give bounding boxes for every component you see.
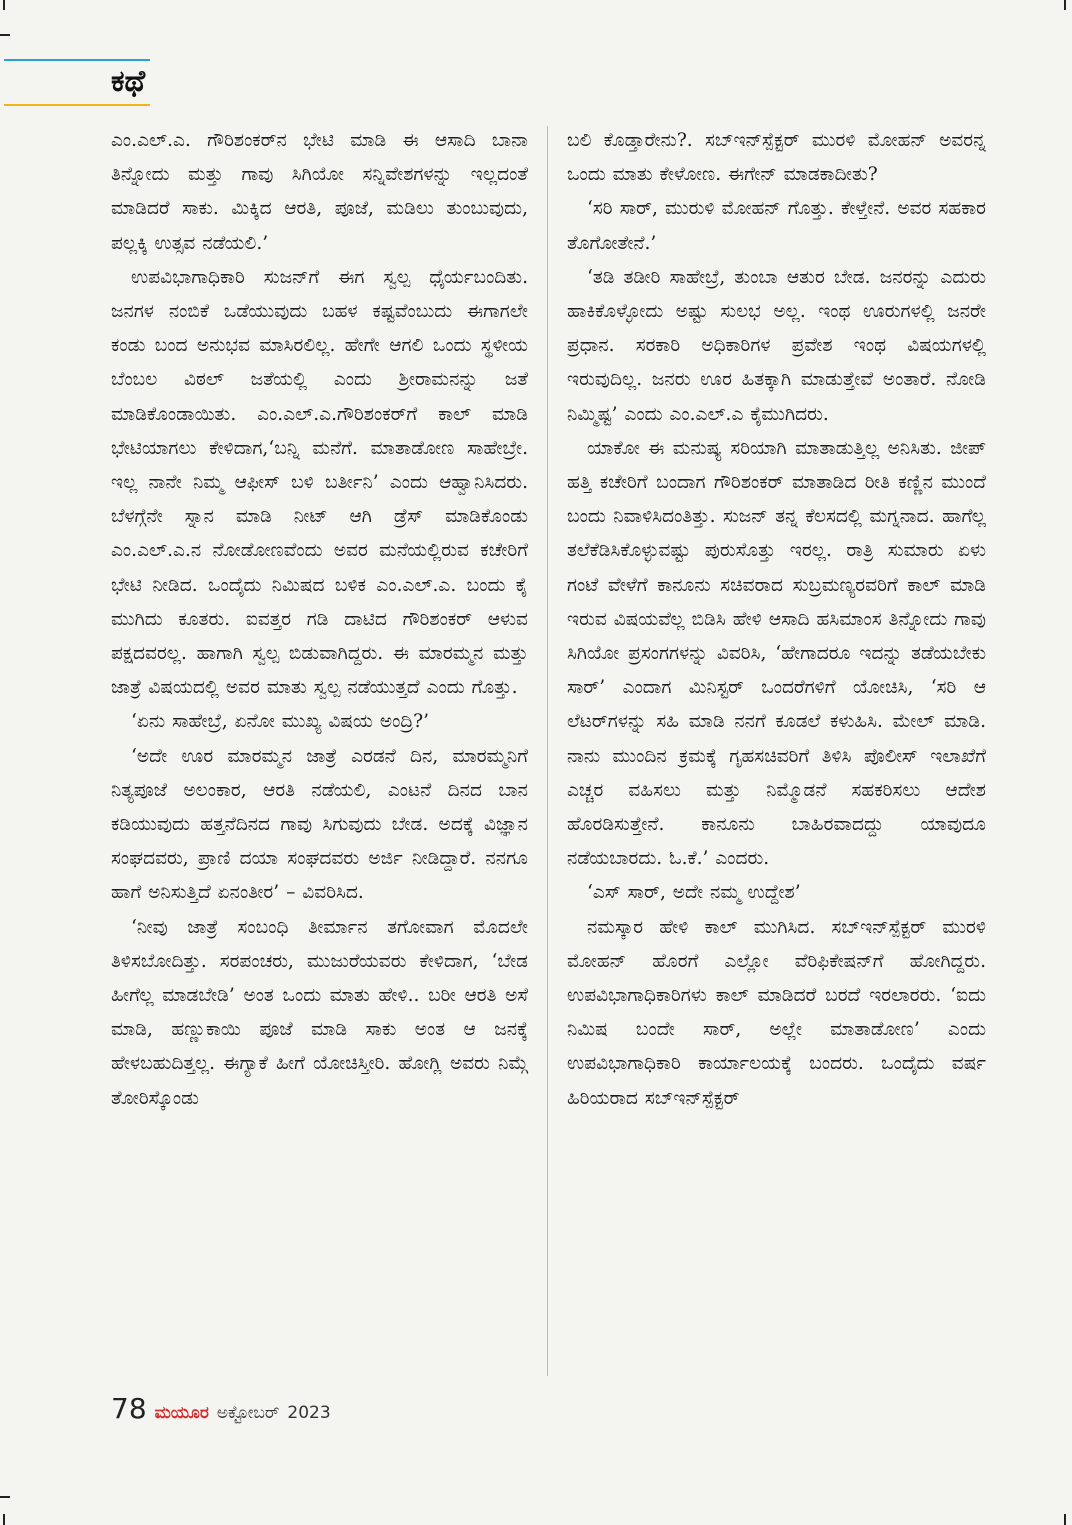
page-footer <box>111 1392 331 1428</box>
issue-month: ಅಕ್ಟೋಬರ್ <box>216 1403 280 1423</box>
paragraph: ಬಲಿ ಕೊಡ್ತಾರೇನು?. ಸಬ್‌ಇನ್‌ಸ್ಪೆಕ್ಟರ್ ಮುರಳಿ ಮೋಹನ್ ಅವರನ್ನ ಒಂದು ಮಾತು ಕೇಳೋಣ. ಈಗೇನ್ ಮಾಡಕಾದೀತು? <box>567 130 986 186</box>
article-column-right <box>567 124 986 1116</box>
page-number: 78 <box>111 1392 147 1425</box>
paragraph: ‘ತಡಿ ತಡೀರಿ ಸಾಹೇಬ್ರೆ, ತುಂಬಾ ಆತುರ ಬೇಡ. ಜನರನ್ನು ಎದುರು ಹಾಕಿಕೊಳ್ಳೋದು ಅಷ್ಟು ಸುಲಭ ಅಲ್ಲ. ಇಂಥ ಊರುಗಳಲ್ಲಿ ಜನರೇ ಪ್ರಧಾನ. ಸರಕಾರಿ ಅಧಿಕಾರಿಗಳ ಪ್ರವೇಶ ಇಂಥ ವಿಷಯಗಳಲ್ಲಿ ಇರುವುದಿಲ್ಲ. ಜನರು ಊರ ಹಿತಕ್ಕಾಗಿ ಮಾಡುತ್ತೇವೆ ಅಂತಾರೆ. ನೋಡಿ ನಿಮ್ಮಿಷ್ಟ’ ಎಂದು ಎಂ.ಎಲ್.ಎ ಕೈಮುಗಿದರು. <box>567 266 986 425</box>
paragraph: ನಮಸ್ಕಾರ ಹೇಳಿ ಕಾಲ್ ಮುಗಿಸಿದ. ಸಬ್‌ಇನ್‌ಸ್ಪೆಕ್ಟರ್ ಮುರಳಿ ಮೋಹನ್ ಹೊರಗೆ ಎಲ್ಲೋ ವೆರಿಫಿಕೇಷನ್‌ಗೆ ಹೋಗಿದ್ದರು. ಉಪವಿಭಾಗಾಧಿಕಾರಿಗಳು ಕಾಲ್ ಮಾಡಿದರೆ ಬರದೆ ಇರಲಾರರು. ‘ಐದು ನಿಮಿಷ ಬಂದೇ ಸಾರ್, ಅಲ್ಲೇ ಮಾತಾಡೋಣ’ ಎಂದು ಉಪವಿಭಾಗಾಧಿಕಾರಿ ಕಾರ್ಯಾಲಯಕ್ಕೆ ಬಂದರು. ಒಂದೈದು ವರ್ಷ ಹಿರಿಯರಾದ ಸಬ್‌ಇನ್‌ಸ್ಪೆಕ್ಟರ್ <box>567 916 986 1109</box>
crop-mark-left-lower <box>0 1496 10 1498</box>
column-divider <box>547 126 548 1376</box>
section-title: ಕಥೆ <box>111 64 146 99</box>
article-column-left <box>111 124 528 1116</box>
paragraph: ‘ನೀವು ಜಾತ್ರೆ ಸಂಬಂಧಿ ತೀರ್ಮಾನ ತಗೋವಾಗ ಮೊದಲೇ ತಿಳಿಸಬೋದಿತ್ತು. ಸರಪಂಚರು, ಮುಜುರೆಯವರು ಕೇಳಿದಾಗ, ‘ಬೇಡ ಹೀಗೆಲ್ಲ ಮಾಡಬೇಡಿ’ ಅಂತ ಒಂದು ಮಾತು ಹೇಳಿ.. ಬರೀ ಆರತಿ ಅಸೆ ಮಾಡಿ, ಹಣ್ಣುಕಾಯಿ ಪೂಜೆ ಮಾಡಿ ಸಾಕು ಅಂತ ಆ ಜನಕ್ಕೆ ಹೇಳಬಹುದಿತ್ತಲ್ಲ. ಈಗ್ಯಾಕೆ ಹೀಗೆ ಯೋಚಿಸ್ತೀರಿ. ಹೋಗ್ಲಿ ಅವರು ನಿಮ್ಗೆ ತೋರಿಸ್ಕೊಂಡು <box>111 916 528 1109</box>
crop-mark-top-left <box>3 0 5 10</box>
section-accent-bar-top <box>4 59 150 61</box>
paragraph: ಉಪವಿಭಾಗಾಧಿಕಾರಿ ಸುಜನ್‌ಗೆ ಈಗ ಸ್ವಲ್ಪ ಧೈರ್ಯಬಂದಿತು. ಜನಗಳ ನಂಬಿಕೆ ಒಡೆಯುವುದು ಬಹಳ ಕಷ್ಟವೆಂಬುದು ಈಗಾಗಲೇ ಕಂಡು ಬಂದ ಅನುಭವ ಮಾಸಿರಲಿಲ್ಲ. ಹೇಗೇ ಆಗಲಿ ಒಂದು ಸ್ಥಳೀಯ ಬೆಂಬಲ ವಿಠಲ್ ಜತೆಯಲ್ಲಿ ಎಂದು ಶ್ರೀರಾಮನನ್ನು ಜತೆ ಮಾಡಿಕೊಂಡಾಯಿತು. ಎಂ.ಎಲ್.ಎ.ಗೌರಿಶಂಕರ್‌ಗೆ ಕಾಲ್ ಮಾಡಿ ಭೇಟಿಯಾಗಲು ಕೇಳಿದಾಗ,‘ಬನ್ನಿ ಮನೆಗೆ. ಮಾತಾಡೋಣ ಸಾಹೇಬ್ರೇ. ಇಲ್ಲ ನಾನೇ ನಿಮ್ಮ ಆಫೀಸ್ ಬಳಿ ಬರ್ತೀನಿ’ ಎಂದು ಆಹ್ವಾನಿಸಿದರು. ಬೆಳಗ್ಗೆನೇ ಸ್ನಾನ ಮಾಡಿ ನೀಟ್ ಆಗಿ ಡ್ರೆಸ್ ಮಾಡಿಕೊಂಡು ಎಂ.ಎಲ್.ಎ.ನ ನೋಡೋಣವೆಂದು ಅವರ ಮನೆಯಲ್ಲಿರುವ ಕಚೇರಿಗೆ ಭೇಟಿ ನೀಡಿದ. ಒಂದೈದು ನಿಮಿಷದ ಬಳಿಕ ಎಂ.ಎಲ್.ಎ. ಬಂದು ಕೈ ಮುಗಿದು ಕೂತರು. ಐವತ್ತರ ಗಡಿ ದಾಟಿದ ಗೌರಿಶಂಕರ್ ಆಳುವ ಪಕ್ಷದವರಲ್ಲ. ಹಾಗಾಗಿ ಸ್ವಲ್ಪ ಬಿಡುವಾಗಿದ್ದರು. ಈ ಮಾರಮ್ಮನ ಮತ್ತು ಜಾತ್ರೆ ವಿಷಯದಲ್ಲಿ ಅವರ ಮಾತು ಸ್ವಲ್ಪ ನಡೆಯುತ್ತದೆ ಎಂದು ಗೊತ್ತು. <box>111 266 528 699</box>
paragraph: ‘ಏನು ಸಾಹೇಬ್ರೆ, ಏನೋ ಮುಖ್ಯ ವಿಷಯ ಅಂದ್ರಿ?’ <box>131 711 430 733</box>
paragraph: ‘ಅದೇ ಊರ ಮಾರಮ್ಮನ ಜಾತ್ರೆ ಎರಡನೆ ದಿನ, ಮಾರಮ್ಮನಿಗೆ ನಿತ್ಯಪೂಜೆ ಅಲಂಕಾರ, ಆರತಿ ನಡೆಯಲಿ, ಎಂಟನೆ ದಿನದ ಬಾನ ಕಡಿಯುವುದು ಹತ್ತನೆದಿನದ ಗಾವು ಸಿಗುವುದು ಬೇಡ. ಅದಕ್ಕೆ ವಿಜ್ಞಾನ ಸಂಘದವರು, ಪ್ರಾಣಿ ದಯಾ ಸಂಘದವರು ಅರ್ಜಿ ನೀಡಿದ್ದಾರೆ. ನನಗೂ ಹಾಗೆ ಅನಿಸುತ್ತಿದೆ ಏನಂತೀರ’ – ವಿವರಿಸಿದ. <box>111 745 528 904</box>
paragraph: ‘ಎಸ್ ಸಾರ್, ಅದೇ ನಮ್ಮ ಉದ್ದೇಶ’ <box>587 882 801 904</box>
crop-mark-left-upper <box>0 34 10 36</box>
paragraph: ಯಾಕೋ ಈ ಮನುಷ್ಯ ಸರಿಯಾಗಿ ಮಾತಾಡುತ್ತಿಲ್ಲ ಅನಿಸಿತು. ಜೀಪ್ ಹತ್ತಿ ಕಚೇರಿಗೆ ಬಂದಾಗ ಗೌರಿಶಂಕರ್ ಮಾತಾಡಿದ ರೀತಿ ಕಣ್ಣಿನ ಮುಂದೆ ಬಂದು ನಿವಾಳಿಸಿದಂತಿತ್ತು. ಸುಜನ್ ತನ್ನ ಕೆಲಸದಲ್ಲಿ ಮಗ್ನನಾದ. ಹಾಗೆಲ್ಲ ತಲೆಕೆಡಿಸಿಕೊಳ್ಳುವಷ್ಟು ಪುರುಸೊತ್ತು ಇರಲ್ಲ. ರಾತ್ರಿ ಸುಮಾರು ಏಳು ಗಂಟೆ ವೇಳೆಗೆ ಕಾನೂನು ಸಚಿವರಾದ ಸುಬ್ರಮಣ್ಯರವರಿಗೆ ಕಾಲ್ ಮಾಡಿ ಇರುವ ವಿಷಯವೆಲ್ಲ ಬಿಡಿಸಿ ಹೇಳಿ ಆಸಾದಿ ಹಸಿಮಾಂಸ ತಿನ್ನೋದು ಗಾವು ಸಿಗಿಯೋ ಪ್ರಸಂಗಗಳನ್ನು ವಿವರಿಸಿ, ‘ಹೇಗಾದರೂ ಇದನ್ನು ತಡೆಯಬೇಕು ಸಾರ್’ ಎಂದಾಗ ಮಿನಿಸ್ಟರ್ ಒಂದರೆಗಳಿಗೆ ಯೋಚಿಸಿ, ‘ಸರಿ ಆ ಲೆಟರ್‌ಗಳನ್ನು ಸಹಿ ಮಾಡಿ ನನಗೆ ಕೂಡಲೆ ಕಳುಹಿಸಿ. ಮೇಲ್ ಮಾಡಿ. ನಾನು ಮುಂದಿನ ಕ್ರಮಕ್ಕೆ ಗೃಹಸಚಿವರಿಗೆ ತಿಳಿಸಿ ಪೊಲೀಸ್ ಇಲಾಖೆಗೆ ಎಚ್ಚರ ವಹಿಸಲು ಮತ್ತು ನಿಮ್ಮೊಡನೆ ಸಹಕರಿಸಲು ಆದೇಶ ಹೊರಡಿಸುತ್ತೇನೆ. ಕಾನೂನು ಬಾಹಿರವಾದದ್ದು ಯಾವುದೂ ನಡೆಯಬಾರದು. ಓ.ಕೆ.’ ಎಂದರು. <box>567 437 986 870</box>
crop-mark-bottom-left <box>3 1514 5 1525</box>
paragraph: ‘ಸರಿ ಸಾರ್, ಮುರುಳಿ ಮೋಹನ್ ಗೊತ್ತು. ಕೇಳ್ತೇನೆ. ಅವರ ಸಹಕಾರ ತೊಗೋತೇನೆ.’ <box>567 198 986 254</box>
crop-mark-top-right <box>1064 0 1066 10</box>
magazine-name: ಮಯೂರ <box>154 1403 209 1423</box>
crop-mark-bottom-right <box>1064 1514 1066 1525</box>
issue-year: 2023 <box>287 1403 331 1423</box>
paragraph: ಎಂ.ಎಲ್.ಎ. ಗೌರಿಶಂಕರ್‌ನ ಭೇಟಿ ಮಾಡಿ ಈ ಆಸಾದಿ ಬಾನಾ ತಿನ್ನೋದು ಮತ್ತು ಗಾವು ಸಿಗಿಯೋ ಸನ್ನಿವೇಶಗಳನ್ನು ಇಲ್ಲದಂತೆ ಮಾಡಿದರೆ ಸಾಕು. ಮಿಕ್ಕಿದ ಆರತಿ, ಪೂಜೆ, ಮಡಿಲು ತುಂಬುವುದು, ಪಲ್ಲಕ್ಕಿ ಉತ್ಸವ ನಡೆಯಲಿ.’ <box>111 130 528 254</box>
section-accent-bar-bottom <box>4 104 150 106</box>
